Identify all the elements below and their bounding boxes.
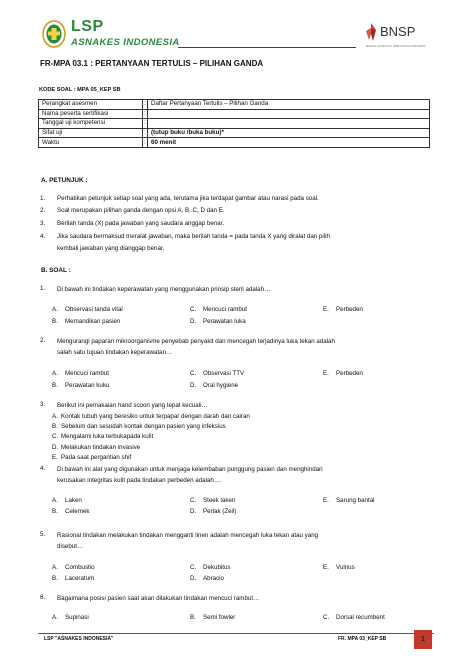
answer-option[interactable]: D. Perawatan luka (190, 318, 246, 325)
answer-option[interactable]: C. Mengalami luka terbukapada kulit (52, 433, 154, 440)
answer-option[interactable]: C. Mencuci rambut (190, 306, 248, 313)
answer-option[interactable]: D. Oral hygiene (190, 382, 239, 389)
table-cell-label: Tanggal uji kompetensi (39, 119, 143, 129)
question-text: disebut… (57, 543, 84, 550)
instruction-number: 2. (40, 207, 46, 214)
answer-option[interactable]: E. Vulnus (323, 564, 355, 571)
question-number: 5. (40, 531, 46, 538)
answer-option[interactable]: C. Dorsal recumbent (323, 614, 385, 621)
table-cell-separator: : (144, 138, 146, 146)
question-number: 1. (40, 285, 46, 292)
answer-option[interactable]: B. Perawatan kuku (52, 382, 110, 389)
answer-option[interactable]: C. Steek laken (190, 497, 236, 504)
bnsp-logo-icon (364, 22, 378, 42)
instruction-number: 4. (40, 233, 46, 240)
instruction-text: Berilah tanda (X) pada jawaban yang saudara anggap benar. (57, 220, 225, 227)
instruction-number: 3. (40, 220, 46, 227)
instruction-text: kembali jawaban yang dianggap benar. (57, 245, 165, 252)
question-number: 3. (40, 401, 46, 408)
table-cell-value: (tutup buku /buka buku)* (148, 128, 430, 138)
question-text: Rasional tindakan melakukan tindakan mengganti linen adalah mencegah luka tekan atau yang (57, 532, 319, 539)
answer-option[interactable]: E. Sarung bantal (323, 497, 375, 504)
question-number: 2. (40, 337, 46, 344)
question-text: Di bawah ini tindakan keperawatan yang menggunakan prinsip steril adalah… (57, 286, 271, 293)
table-cell-separator: : (144, 119, 146, 127)
instructions-heading: A. PETUNJUK : (41, 177, 88, 184)
instruction-text: Perhatikan petunjuk setiap soal yang ada, terutama jika terdapat gambar atau narasi pada soal. (57, 195, 319, 202)
answer-option[interactable]: B. Celemek (52, 508, 90, 515)
answer-option[interactable]: A. Kontak tubuh yang beresiko untuk terpapar dengan darah dan cairan (52, 413, 250, 420)
answer-option[interactable]: B. Laceratum (52, 575, 95, 582)
answer-option[interactable]: D. Melakukan tindakan invasive (52, 444, 141, 451)
answer-option[interactable]: D. Abracio (190, 575, 224, 582)
instruction-number: 1. (40, 195, 46, 202)
kode-soal: KODE SOAL : MPA 05_KEP SB (39, 87, 121, 93)
table-cell-value: Daftar Pertanyaan Tertulis – Pilihan Ganda (148, 100, 430, 110)
answer-option[interactable]: A. Laken (52, 497, 82, 504)
answer-option[interactable]: A. Supinasi (52, 614, 89, 621)
answer-option[interactable]: E. Perbeden (323, 306, 363, 313)
bnsp-title: BNSP (380, 24, 416, 39)
table-cell-value: 60 menit (148, 138, 430, 148)
question-text: kerusakan integritas kulit pada tindakan perbeden adalah…. (57, 477, 222, 484)
assessment-info-table (38, 99, 430, 148)
page-number-badge: 1 (414, 630, 432, 649)
footer-divider (38, 633, 434, 634)
table-cell-value (148, 109, 430, 119)
question-text: Mengurangi paparan mikroorganisme penyebab penyakit dan mencegah terjadinya luka tekan adalah (57, 338, 335, 345)
answer-option[interactable]: A. Mencuci rambut (52, 370, 110, 377)
table-row (39, 128, 430, 138)
lsp-subtitle: ASNAKES INDONESIA (71, 37, 180, 48)
bnsp-subtitle: BADAN NASIONAL SERTIFIKASI PROFESI (366, 44, 426, 48)
answer-option[interactable]: B. Semi fowler (190, 614, 236, 621)
table-cell-label: Perangkat asesmen (39, 100, 143, 110)
table-cell-separator: : (144, 129, 146, 137)
lsp-logo-icon (42, 20, 66, 48)
question-text: salah satu tujuan tindakan keperawatan… (57, 349, 173, 356)
answer-option[interactable]: D. Perlak (Zeil) (190, 508, 237, 515)
answer-option[interactable]: E. Perbeden (323, 370, 363, 377)
answer-option[interactable]: B. Memandikan pasien (52, 318, 121, 325)
question-text: Bagaimana posisi pasien saat akan dilakukan tindakan mencuci rambut… (57, 595, 260, 602)
question-text: Berikut ini pemakaian hand scoon yang tepat kecuali… (57, 402, 208, 409)
instruction-text: Jika saudara bermaksud meralat jawaban, maka berilah tanda = pada tanda X yang diralat dan pilih (57, 233, 330, 240)
table-cell-value (148, 119, 430, 129)
question-number: 6. (40, 594, 46, 601)
questions-heading: B. SOAL : (41, 267, 71, 274)
table-cell-label: Waktu (39, 138, 143, 148)
footer-organization: LSP "ASNAKES INDONESIA" (44, 636, 114, 642)
instruction-text: Soal merupakan pilihan ganda dengan opsi A, B, C, D dan E. (57, 207, 225, 214)
lsp-title: LSP (71, 18, 104, 35)
answer-option[interactable]: B. Sebelum dan sesudah kontak dengan pasien yang infeksius (52, 423, 226, 430)
table-cell-label: Sifat uji (39, 128, 143, 138)
table-cell-separator: : (144, 109, 146, 117)
question-text: Di bawah ini alat yang digunakan untuk menjaga kelembaban punggung pasien dan menghindari (57, 466, 323, 473)
table-row (39, 138, 430, 148)
table-cell-separator: : (144, 100, 146, 108)
table-row (39, 100, 430, 110)
answer-option[interactable]: C. Observasi TTV (190, 370, 245, 377)
form-title: FR-MPA 03.1 : PERTANYAAN TERTULIS – PILIHAN GANDA (40, 59, 264, 68)
table-row (39, 119, 430, 129)
answer-option[interactable]: A. Combustio (52, 564, 95, 571)
header-divider (178, 47, 356, 48)
answer-option[interactable]: A. Observasi tanda vital (52, 306, 123, 313)
table-cell-label: Nama peserta sertifikasi (39, 109, 143, 119)
table-row (39, 109, 430, 119)
question-number: 4. (40, 465, 46, 472)
answer-option[interactable]: E. Pada saat pergantian shif (52, 454, 132, 461)
answer-option[interactable]: C. Dekubitus (190, 564, 231, 571)
footer-form-code: FR. MPA 03_KEP SB (338, 636, 387, 642)
